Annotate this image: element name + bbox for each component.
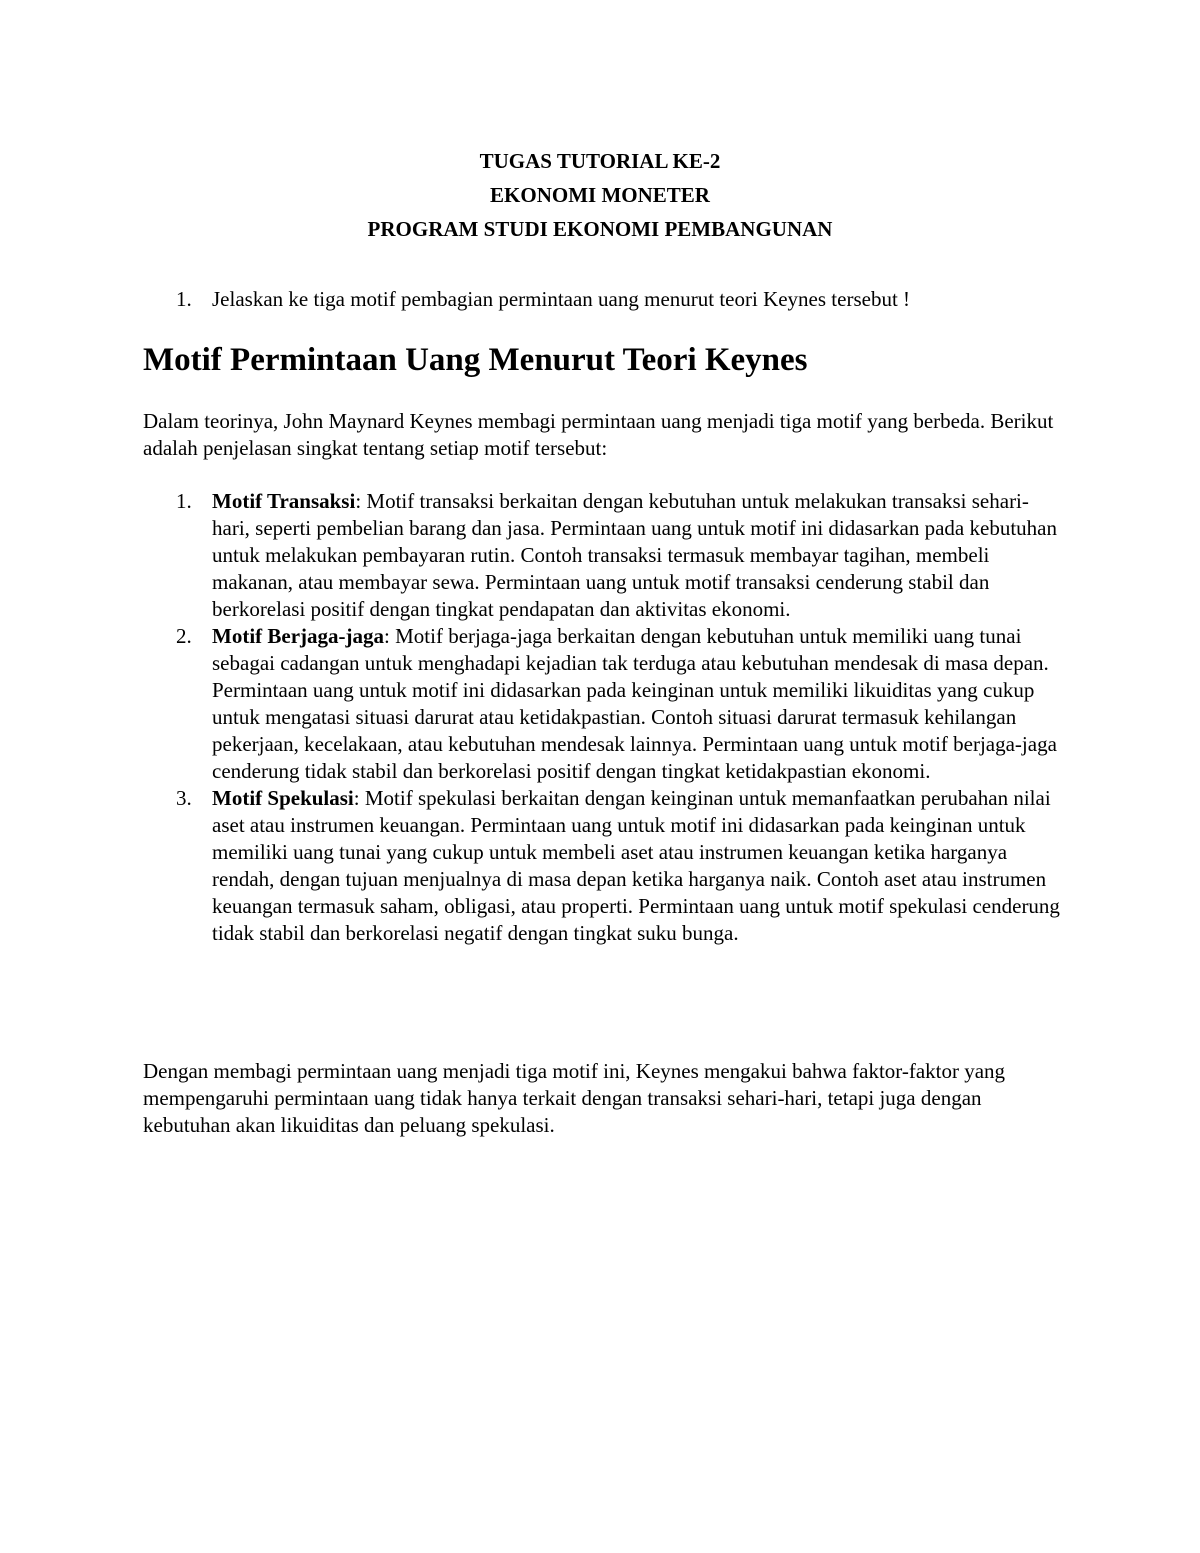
motif-number: 2. xyxy=(176,624,192,648)
motif-item-spekulasi xyxy=(143,785,1063,947)
question-text: Jelaskan ke tiga motif pembagian permintaan uang menurut teori Keynes tersebut ! xyxy=(212,287,911,311)
header-line-3: PROGRAM STUDI EKONOMI PEMBANGUNAN xyxy=(367,217,833,241)
header-line-1: TUGAS TUTORIAL KE-2 xyxy=(479,149,721,173)
motif-number: 3. xyxy=(176,786,192,810)
motif-name: Motif Transaksi xyxy=(212,489,356,513)
document-header xyxy=(0,144,1200,246)
motif-item-transaksi xyxy=(143,488,1063,623)
question-number: 1. xyxy=(176,287,192,311)
intro-paragraph: Dalam teorinya, John Maynard Keynes membagi permintaan uang menjadi tiga motif yang berbeda. Berikut adalah penjelasan singkat tentang setiap motif tersebut: xyxy=(143,409,1054,460)
motif-number: 1. xyxy=(176,489,192,513)
closing-paragraph: Dengan membagi permintaan uang menjadi tiga motif ini, Keynes mengakui bahwa faktor-faktor yang mempengaruhi permintaan uang tidak hanya terkait dengan transaksi sehari-hari, tetapi juga dengan kebutuhan akan likuiditas dan peluang spekulasi. xyxy=(143,1059,1006,1137)
motif-name: Motif Berjaga-jaga xyxy=(212,624,385,648)
section-heading: Motif Permintaan Uang Menurut Teori Keynes xyxy=(143,342,808,378)
motif-list xyxy=(143,488,1063,947)
motif-item-berjaga-jaga xyxy=(143,623,1063,785)
motif-description: : Motif spekulasi berkaitan dengan keinginan untuk memanfaatkan perubahan nilai aset atau instrumen keuangan. Permintaan uang untuk motif ini didasarkan pada keinginan untuk memiliki uang tunai yang cukup untuk membeli aset atau instrumen keuangan ketika harganya rendah, dengan tujuan menjualnya di masa depan ketika harganya naik. Contoh aset atau instrumen keuangan termasuk saham, obligasi, atau properti. Permintaan uang untuk motif spekulasi cenderung tidak stabil dan berkorelasi negatif dengan tingkat suku bunga. xyxy=(212,786,1060,945)
motif-description: : Motif transaksi berkaitan dengan kebutuhan untuk melakukan transaksi sehari-hari, seperti pembelian barang dan jasa. Permintaan uang untuk motif ini didasarkan pada kebutuhan untuk melakukan pembayaran rutin. Contoh transaksi termasuk membayar tagihan, membeli makanan, atau membayar sewa. Permintaan uang untuk motif transaksi cenderung stabil dan berkorelasi positif dengan tingkat pendapatan dan aktivitas ekonomi. xyxy=(212,489,1057,621)
question-item xyxy=(176,285,910,313)
header-line-2: EKONOMI MONETER xyxy=(490,183,710,207)
motif-name: Motif Spekulasi xyxy=(212,786,354,810)
motif-description: : Motif berjaga-jaga berkaitan dengan kebutuhan untuk memiliki uang tunai sebagai cadangan untuk menghadapi kejadian tak terduga atau kebutuhan mendesak di masa depan. Permintaan uang untuk motif ini didasarkan pada keinginan untuk memiliki likuiditas yang cukup untuk mengatasi situasi darurat atau ketidakpastian. Contoh situasi darurat termasuk kehilangan pekerjaan, kecelakaan, atau kebutuhan mendesak lainnya. Permintaan uang untuk motif berjaga-jaga cenderung tidak stabil dan berkorelasi positif dengan tingkat ketidakpastian ekonomi. xyxy=(212,624,1057,783)
